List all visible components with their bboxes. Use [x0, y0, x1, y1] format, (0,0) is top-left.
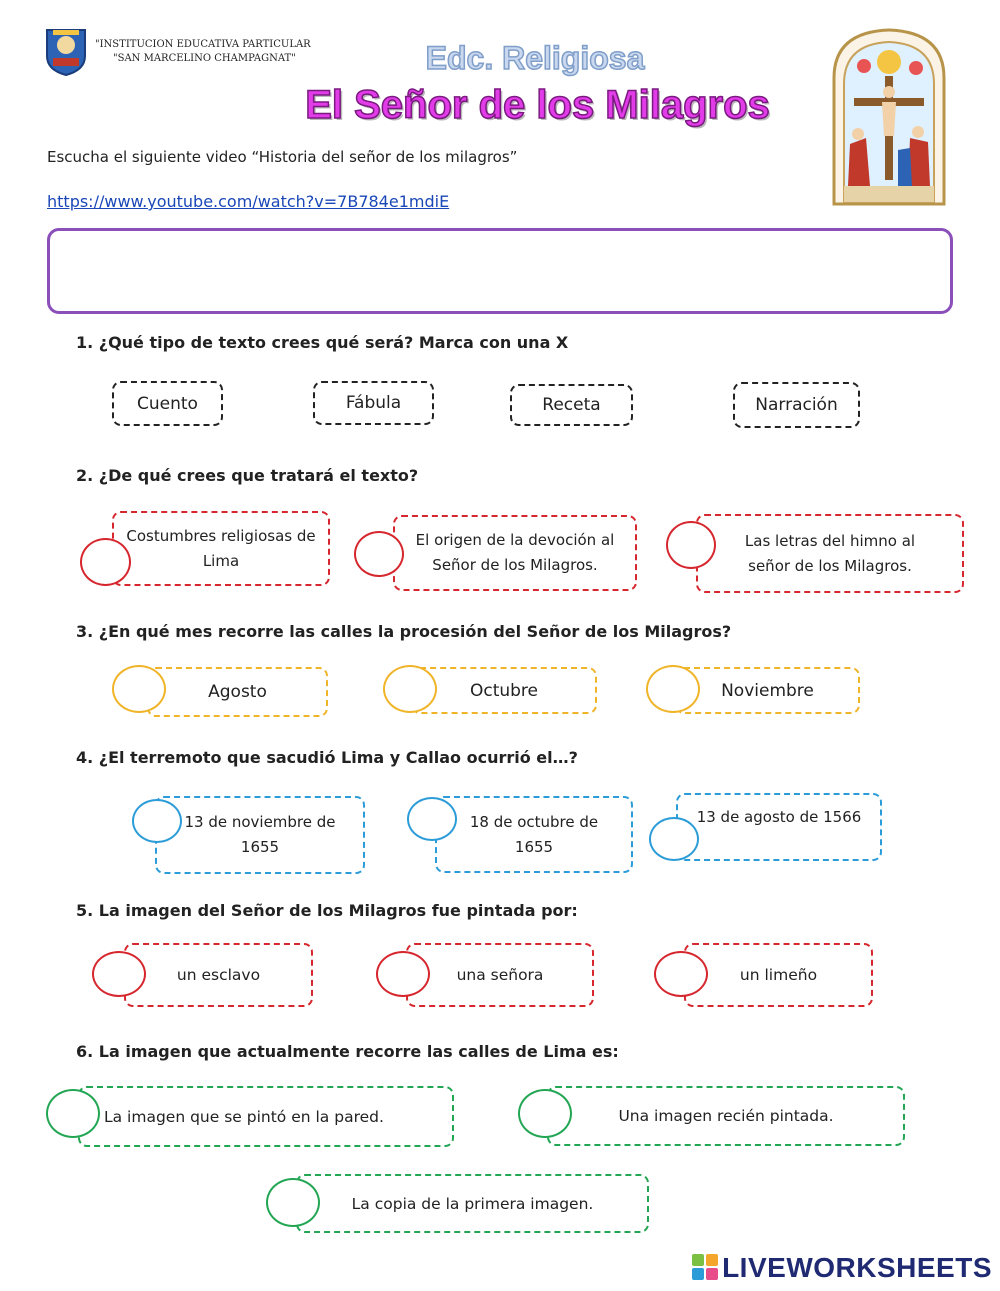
q3-option-noviembre[interactable]: Noviembre: [675, 667, 860, 714]
q6-radio-3[interactable]: [266, 1178, 320, 1227]
q4-radio-2[interactable]: [407, 797, 457, 841]
q3-radio-3[interactable]: [646, 665, 700, 713]
question-2: 2. ¿De qué crees que tratará el texto?: [76, 466, 419, 485]
q6-option-copia[interactable]: La copia de la primera imagen.: [296, 1174, 649, 1233]
video-link[interactable]: https://www.youtube.com/watch?v=7B784e1mdiE: [47, 192, 450, 211]
q6-radio-1[interactable]: [46, 1089, 100, 1138]
q4-radio-1[interactable]: [132, 799, 182, 843]
liveworksheets-brand: LIVEWORKSHEETS: [722, 1252, 992, 1283]
q5-option-esclavo[interactable]: un esclavo: [124, 943, 313, 1007]
q5-radio-3[interactable]: [654, 951, 708, 997]
q1-option-receta[interactable]: Receta: [510, 384, 633, 426]
q5-radio-2[interactable]: [376, 951, 430, 997]
question-6: 6. La imagen que actualmente recorre las calles de Lima es:: [76, 1042, 619, 1061]
q6-option-pared[interactable]: La imagen que se pintó en la pared.: [78, 1086, 454, 1147]
school-line-2: "SAN MARCELINO CHAMPAGNAT": [113, 53, 296, 64]
q3-option-octubre[interactable]: Octubre: [411, 667, 597, 714]
senor-de-los-milagros-image: [826, 26, 952, 206]
q4-option-1655-noviembre[interactable]: 13 de noviembre de 1655: [155, 796, 365, 874]
q1-option-cuento[interactable]: Cuento: [112, 381, 223, 426]
question-4: 4. ¿El terremoto que sacudió Lima y Callao ocurrió el…?: [76, 748, 578, 767]
q2-option-himno[interactable]: Las letras del himno al señor de los Milagros.: [696, 514, 964, 593]
question-5: 5. La imagen del Señor de los Milagros fue pintada por:: [76, 901, 578, 920]
q2-radio-3[interactable]: [666, 521, 716, 569]
q5-option-senora[interactable]: una señora: [406, 943, 594, 1007]
liveworksheets-icon: [692, 1254, 718, 1282]
q6-radio-2[interactable]: [518, 1089, 572, 1138]
question-3: 3. ¿En qué mes recorre las calles la procesión del Señor de los Milagros?: [76, 622, 732, 641]
subject-title: Edc. Religiosa: [425, 40, 645, 76]
answer-text-box[interactable]: [47, 228, 953, 314]
q2-option-costumbres[interactable]: Costumbres religiosas de Lima: [112, 511, 330, 586]
school-line-1: "INSTITUCION EDUCATIVA PARTICULAR: [95, 39, 311, 50]
q4-option-1566-agosto[interactable]: 13 de agosto de 1566: [676, 793, 882, 861]
q4-radio-3[interactable]: [649, 817, 699, 861]
q1-option-narracion[interactable]: Narración: [733, 382, 860, 428]
q5-radio-1[interactable]: [92, 951, 146, 997]
instruction-text: Escucha el siguiente video “Historia del señor de los milagros”: [47, 148, 518, 166]
q4-option-1655-octubre[interactable]: 18 de octubre de 1655: [435, 796, 633, 873]
q3-radio-1[interactable]: [112, 665, 166, 713]
q2-radio-2[interactable]: [354, 531, 404, 577]
q5-option-limeno[interactable]: un limeño: [684, 943, 873, 1007]
page-title: El Señor de los Milagros: [305, 83, 770, 127]
q6-option-recien-pintada[interactable]: Una imagen recién pintada.: [547, 1086, 905, 1146]
question-1: 1. ¿Qué tipo de texto crees qué será? Marca con una X: [76, 333, 569, 352]
q1-option-fabula[interactable]: Fábula: [313, 381, 434, 425]
q3-radio-2[interactable]: [383, 665, 437, 713]
q2-radio-1[interactable]: [80, 538, 131, 586]
q2-option-origen[interactable]: El origen de la devoción al Señor de los Milagros.: [393, 515, 637, 591]
q3-option-agosto[interactable]: Agosto: [147, 667, 328, 717]
liveworksheets-logo: [692, 1252, 992, 1284]
